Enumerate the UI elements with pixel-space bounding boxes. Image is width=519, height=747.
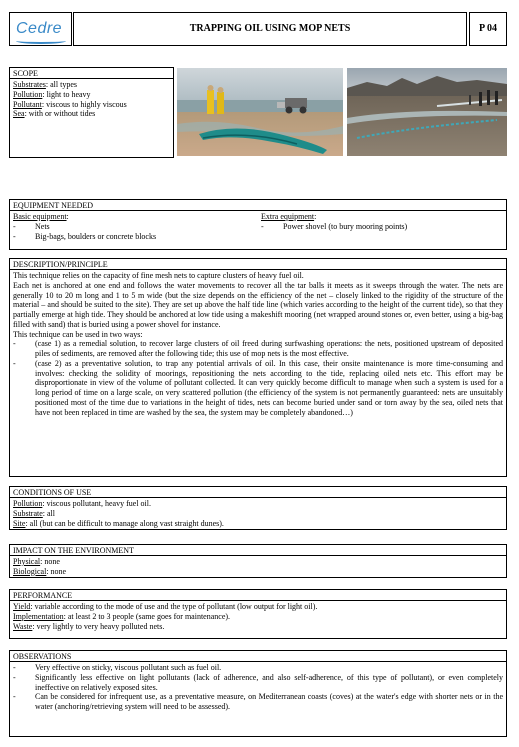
list-item: - (case 1) as a remedial solution, to recover large clusters of oil freed during surfwashing operations: the nets, positioned upstream of deposited piles of sediments, are removed after the following tide; this use of mop nets is the most effective. [13, 339, 503, 358]
basic-equipment-label: Basic equipment [13, 212, 67, 221]
observations-section [9, 650, 507, 737]
page-title: TRAPPING OIL USING MOP NETS [73, 12, 467, 46]
scope-body [10, 79, 173, 120]
scope-item: Substrates: all types [13, 80, 77, 89]
logo-swoosh-icon [16, 38, 66, 44]
extra-equipment: Extra equipment: - Power shovel (to bury mooring points) [258, 211, 506, 242]
list-item: - Very effective on sticky, viscous pollutant such as fuel oil. [13, 663, 222, 672]
list-item: - Big-bags, boulders or concrete blocks [13, 231, 157, 241]
impact-heading: IMPACT ON THE ENVIRONMENT [10, 545, 506, 556]
scope-section [9, 67, 174, 158]
scope-item: Pollutant: viscous to highly viscous [13, 99, 127, 109]
basic-equipment: Basic equipment: - Nets - Big-bags, boulders or concrete blocks [10, 211, 258, 242]
list-item: - Nets [13, 221, 50, 231]
performance-section [9, 589, 507, 639]
description-paragraph: Each net is anchored at one end and follows the water movements to recover all the tar balls it meets as it sweeps through the water. The nets are generally 10 to 20 m long and 1 to 5 m wide (but the size depends on the efficiency of the net – closely linked to the rigidity of the structure of the material – and should be suited to the site). They are set up above the half tide line (which varies according to the height of the current tide), so that they partially emerge at high tide. They should be anchored at low tide using a makeshift mooring (net wrapped around stones or, even better, using a big-bag filled with sand) that is buried using a power shovel for instance. [13, 280, 503, 329]
description-paragraph: This technique relies on the capacity of fine mesh nets to capture clusters of heavy fuel oil. [13, 271, 304, 280]
list-item: - Can be considered for infrequent use, as a preventative measure, on Mediterranean coasts (coves) at the water's edge with shorter nets or in the water (anchoring/retrieving system will need to be assessed). [13, 692, 503, 711]
performance-item: Waste: very lightly to very heavy polluted nets. [13, 621, 165, 631]
performance-item: Yield: variable according to the mode of use and the type of pollutant (low output for light oil). [13, 602, 318, 611]
extra-equipment-label: Extra equipment [261, 212, 315, 221]
description-body [10, 270, 506, 418]
condition-item: Site: all (but can be difficult to manage along vast straight dunes). [13, 518, 224, 528]
cedre-logo [9, 12, 72, 46]
impact-item: Biological: none [13, 566, 67, 576]
scope-item: Sea: with or without tides [13, 109, 96, 119]
conditions-heading: CONDITIONS OF USE [10, 487, 506, 498]
impact-item: Physical: none [13, 557, 60, 566]
description-heading: DESCRIPTION/PRINCIPLE [10, 259, 506, 270]
scope-heading: SCOPE [10, 68, 173, 79]
photo-mop-nets-beach [177, 68, 343, 156]
logo-text: Cedre [16, 20, 63, 37]
conditions-section [9, 486, 507, 530]
condition-item: Pollution: viscous pollutant, heavy fuel oil. [13, 499, 151, 508]
equipment-section [9, 199, 507, 250]
list-item: - Significantly less effective on light pollutants (lack of adherence, and also self-adherence, of this type of pollutant), or even completely ineffective on relatively exposed sites. [13, 672, 503, 692]
performance-item: Implementation: at least 2 to 3 people (same goes for maintenance). [13, 611, 231, 621]
photo-beach-nets-line [347, 68, 507, 156]
observations-heading: OBSERVATIONS [10, 651, 506, 662]
condition-item: Substrate: all [13, 508, 55, 518]
scope-item: Pollution: light to heavy [13, 89, 91, 99]
sheet-code: P 04 [469, 12, 507, 46]
performance-heading: PERFORMANCE [10, 590, 506, 601]
impact-section [9, 544, 507, 578]
list-item: - (case 2) as a preventative solution, to trap any potential arrivals of oil. In this case, their onsite maintenance is more time-consuming and involves: checking the solidity of moorings, repositioning the nets according to the tide, replacing oiled nets etc. This effort may be disproportionate in view of the volume of pollutant collected. It can very quickly become difficult to manage when such a system is used for a long period of time on a large scale, on very scattered pollution (the efficiency of the system is not permanently guaranteed: nets are unsuitably positioned most of the time due to variations in the height of tides, nets can become buried under sand or torn away by the sea, oiled nets that have not been replaced in time are washed by the sea, the system may be completely abandoned…) [13, 358, 503, 417]
list-item: - Power shovel (to bury mooring points) [261, 221, 408, 231]
description-paragraph: This technique can be used in two ways: [13, 329, 143, 339]
equipment-heading: EQUIPMENT NEEDED [10, 200, 506, 211]
description-section [9, 258, 507, 477]
